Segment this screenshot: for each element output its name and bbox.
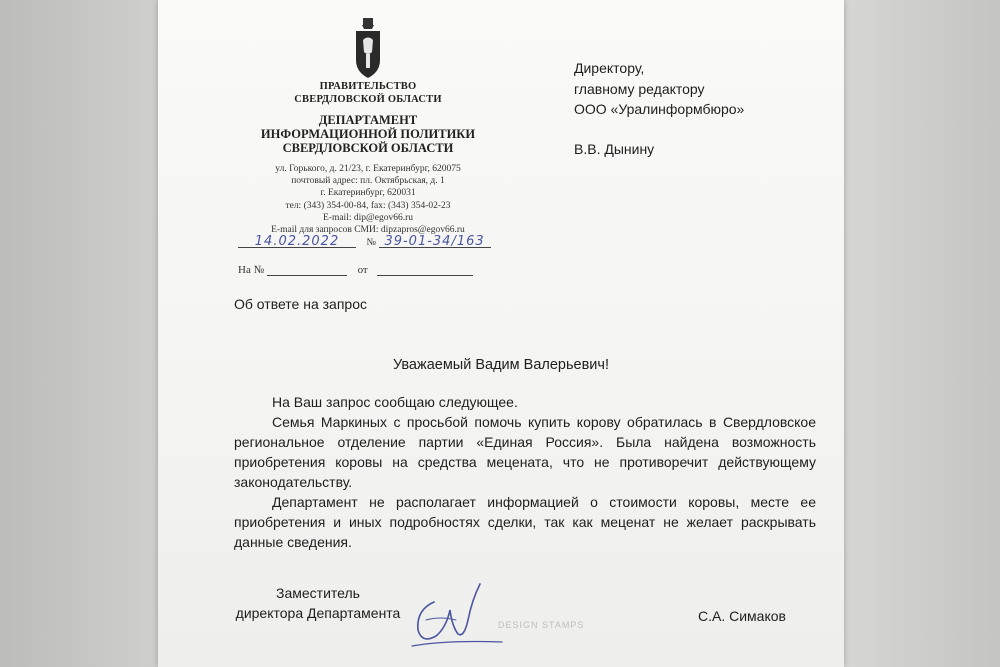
gov-line-2: СВЕРДЛОВСКОЙ ОБЛАСТИ [294,94,442,105]
addressee-line-3: ООО «Уралинформбюро» [574,101,745,117]
number-field [379,234,491,248]
body-paragraph-1: На Ваш запрос сообщаю следующее. [272,394,518,410]
background-left [0,0,160,667]
address-line-3: г. Екатеринбург, 620031 [320,188,416,199]
on-number-label: На № [238,264,265,276]
addressee-line-2: главному редактору [574,80,705,97]
signatory-title-line-2: директора Департамента [235,605,401,621]
address-line-1: ул. Горького, д. 21/23, г. Екатеринбург, 620075 [275,164,461,174]
reply-reference-line [238,262,473,276]
letter-page [158,0,844,667]
outgoing-date-number [238,234,491,248]
body-paragraph-2: Семья Маркиных с просьбой помочь купить корову обратилась в Свердловское региональное отделение партии «Единая Россия». Была найдена возможность приобретения коровы на средства мецената, что не противоречит действующему законодательству. [234,414,816,490]
address-line-4: тел: (343) 354-00-84, fax: (343) 354-02-23 [285,200,451,211]
date-field [238,234,356,248]
faint-stamp-text: DESIGN STAMPS [498,620,585,630]
signatory-title-line-1: Заместитель [276,585,360,601]
address-line-5: E-mail: dip@egov66.ru [322,212,413,223]
letter-body [234,392,816,552]
from-label: от [357,264,368,276]
body-paragraph-3: Департамент не располагает информацией о стоимости коровы, месте ее приобретения и иных подробностях сделки, так как меценат не желает раскрывать данные сведения. [234,494,816,550]
greeting: Уважаемый Вадим Валерьевич! [393,357,609,373]
from-blank [377,262,473,276]
address-line-2: почтовый адрес: пл. Октябрьская, д. 1 [291,176,445,187]
dept-line-3: СВЕРДЛОВСКОЙ ОБЛАСТИ [282,141,454,155]
gov-line-1: ПРАВИТЕЛЬСТВО [319,81,417,92]
dept-line-1: ДЕПАРТАМЕНТ [318,113,418,127]
on-number-blank [267,262,347,276]
number-label: № [366,237,377,248]
address-line-6: E-mail для запросов СМИ: dipzapros@egov66.ru [271,225,465,236]
signatory-title [228,583,408,623]
addressee-name: В.В. Дынину [574,140,655,157]
background-right [830,0,1000,667]
addressee-block [574,58,744,159]
signatory-name: С.А. Симаков [698,608,786,624]
department-address [198,163,538,236]
dept-line-2: ИНФОРМАЦИОННОЙ ПОЛИТИКИ [260,127,476,141]
number-handwritten: 39-01-34/163 [384,234,485,249]
department-title [198,113,538,155]
coat-of-arms-icon [354,18,382,80]
date-handwritten: 14.02.2022 [254,234,340,249]
handwritten-signature [406,580,506,652]
letter-subject: Об ответе на запрос [234,296,367,312]
government-title [198,80,538,106]
addressee-line-1: Директору, [574,60,645,76]
